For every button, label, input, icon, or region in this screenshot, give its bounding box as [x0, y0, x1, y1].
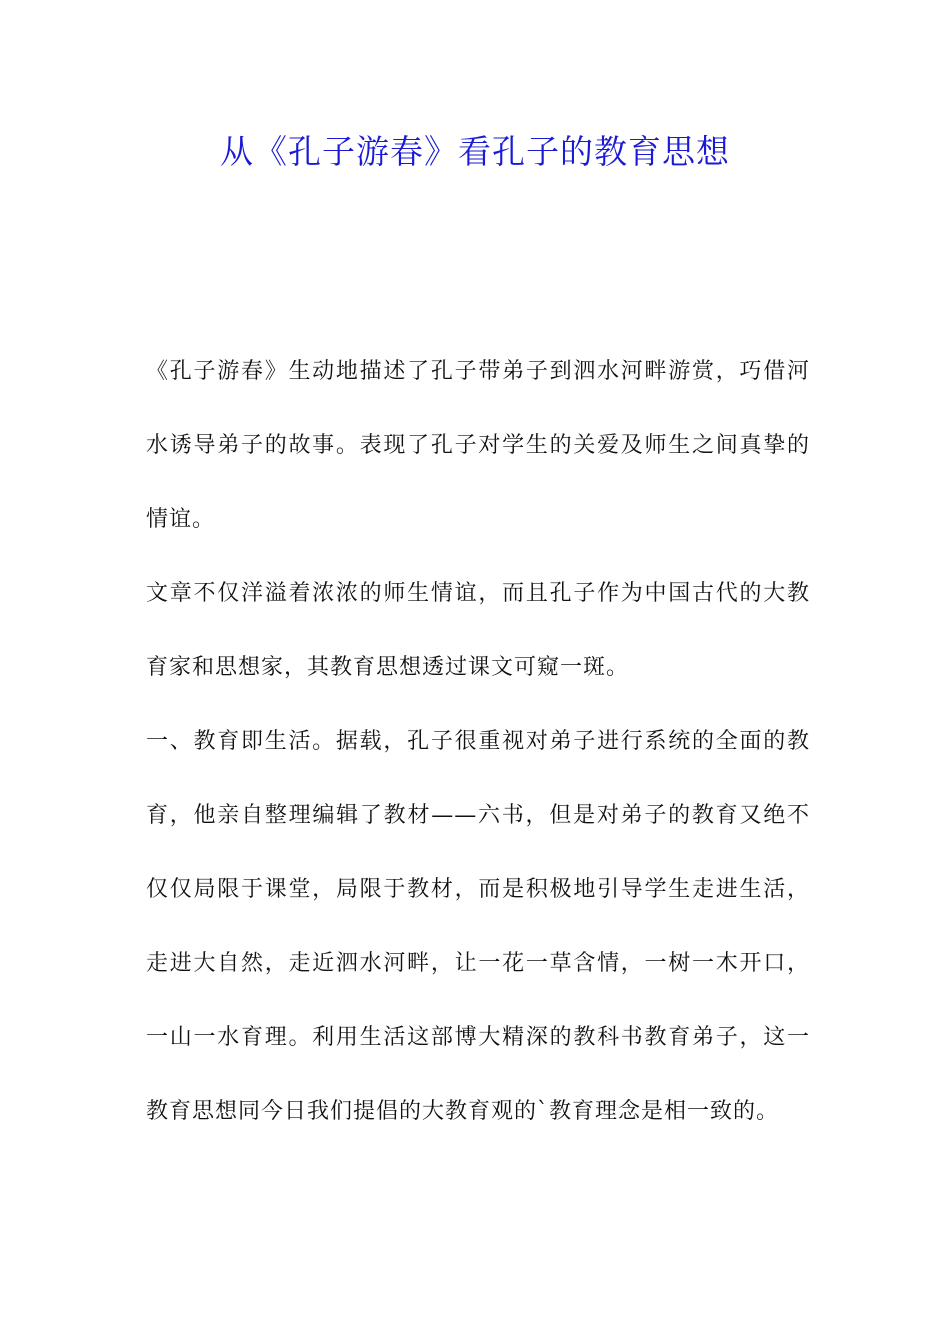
paragraph-point-one: 一、教育即生活。据载，孔子很重视对弟子进行系统的全面的教育，他亲自整理编辑了教材——六书，但是对弟子的教育又绝不仅仅局限于课堂，局限于教材，而是积极地引导学生走进生活，走进大自然，走近泗水河畔，让一花一草含情，一树一木开口，一山一水育理。利用生活这部博大精深的教科书教育弟子，这一教育思想同今日我们提倡的大教育观的`教育理念是相一致的。 — [146, 729, 810, 1124]
paragraph-overview: 文章不仅洋溢着浓浓的师生情谊，而且孔子作为中国古代的大教育家和思想家，其教育思想透过课文可窥一斑。 — [146, 581, 810, 680]
paragraph-intro: 《孔子游春》生动地描述了孔子带弟子到泗水河畔游赏，巧借河水诱导弟子的故事。表现了孔子对学生的关爱及师生之间真挚的情谊。 — [146, 359, 810, 532]
document-title: 从《孔子游春》看孔子的教育思想 — [220, 132, 730, 171]
document-body — [146, 335, 810, 1149]
